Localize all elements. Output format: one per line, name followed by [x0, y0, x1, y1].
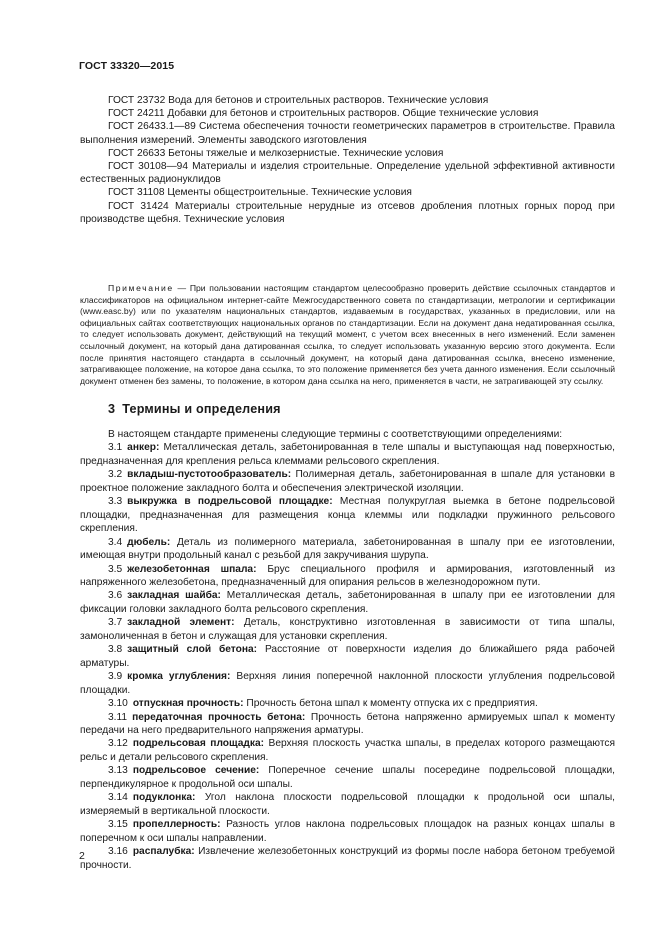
reference-title: Цементы общестроительные. Технические условия [167, 187, 412, 199]
definition-item [80, 441, 615, 468]
definition-text: Прочность бетона шпал к моменту отпуска их с предприятия. [246, 698, 538, 710]
definition-number: 3.13 [108, 765, 128, 777]
section-title: Термины и определения [122, 402, 281, 416]
definition-text: Угол наклона плоскости подрельсовой площадки к продольной оси шпалы, измеряемый в вертикальной плоскости. [80, 792, 615, 817]
definition-term: подрельсовая площадка: [132, 738, 265, 750]
definition-number: 3.4 [108, 536, 123, 548]
definition-item [80, 791, 615, 818]
reference-item [80, 147, 615, 160]
note-text: При пользовании настоящим стандартом целесообразно проверить действие ссылочных стандартов и классификаторов на официальном интернет-сайте Межгосударственного совета по стандартизации, метрологии и сертификации (www.easc.by) или по указателям национальных стандартов, издаваемым в государствах, указанных в предисловии, или на официальных сайтах соответствующих национальных органов по стандартизации. Если на документ дана недатированная ссылка, то следует использовать документ, действующий на текущий момент, с учетом всех внесенных в него изменений. Если заменен ссылочный документ, на который дана датированная ссылка, то следует использовать указанную версию этого документа. Если после принятия настоящего стандарта в ссылочный документ, на который дана датированная ссылка, внесено изменение, затрагивающее положение, на которое дана ссылка, то это положение применяется без учета данного изменения. Если ссылочный документ отменен без замены, то положение, в котором дана ссылка на него, применяется в части, не затрагивающей эту ссылку. [80, 283, 616, 386]
definition-text: Полимерная деталь, забетонированная в шпале для установки в проектное положение закладного болта и обеспечения электрической изоляции. [80, 469, 615, 494]
definition-term: кромка углубления: [127, 671, 231, 683]
reference-code: ГОСТ 26633 [108, 147, 166, 159]
definition-item [80, 697, 615, 710]
definition-item [80, 536, 615, 563]
definition-item [80, 468, 615, 495]
section-intro: В настоящем стандарте применены следующие термины с соответствующими определениями: [108, 429, 563, 440]
definition-item [80, 711, 615, 738]
definition-number: 3.10 [108, 698, 128, 710]
reference-code: ГОСТ 24211 [108, 108, 165, 120]
definition-text: Разность углов наклона подрельсовых площадок на разных концах шпалы в поперечном к оси шпалы направлении. [80, 819, 615, 844]
definition-term: вкладыш-пустотообразователь: [127, 469, 292, 481]
reference-title: Добавки для бетонов и строительных растворов. Общие технические условия [167, 108, 539, 120]
definition-text: Расстояние от поверхности изделия до ближайшего ряда рабочей арматуры. [80, 644, 615, 669]
definition-number: 3.14 [108, 792, 128, 804]
section-heading [108, 402, 281, 416]
definition-term: дюбель: [127, 536, 171, 548]
reference-item [80, 94, 615, 107]
definition-item [80, 737, 615, 764]
definition-text: Верхняя плоскость участка шпалы, в пределах которого размещаются рельс и детали рельсового скрепления. [80, 738, 615, 763]
reference-code: ГОСТ 31108 [108, 187, 165, 199]
reference-title: Вода для бетонов и строительных растворов. Технические условия [168, 95, 489, 106]
definition-term: передаточная прочность бетона: [132, 711, 306, 723]
definition-number: 3.1 [108, 442, 123, 454]
definition-item [80, 643, 615, 670]
section-number: 3 [108, 402, 116, 416]
definition-term: выкружка в подрельсовой площадке: [127, 496, 333, 508]
definition-number: 3.15 [108, 819, 128, 831]
reference-code: ГОСТ 30108—94 [108, 161, 189, 173]
definition-item [80, 495, 615, 535]
definition-text: Металлическая деталь, забетонированная в теле шпалы и выступающая над поверхностью, предназначенная для крепления рельса клеммами рельсового скрепления. [80, 442, 615, 467]
definition-number: 3.11 [108, 711, 128, 723]
reference-item [80, 200, 615, 226]
definition-text: Местная полукруглая выемка в бетоне подрельсовой площадки, предназначенная для размещения конца клеммы или подкладки пружинного рельсового скрепления. [80, 496, 615, 535]
definition-term: отпускная прочность: [132, 698, 244, 710]
definition-item [80, 589, 615, 616]
definition-text: Верхняя линия поперечной наклонной плоскости углубления подрельсовой площадки. [80, 671, 615, 696]
reference-title: Система обеспечения точности геометрических параметров в строительстве. Правила выполнения измерений. Элементы заводского изготовления [80, 121, 615, 146]
definition-item [80, 764, 615, 791]
definition-text: Прочность бетона напряженно армируемых шпал к моменту передачи на него предварительного напряжения арматуры. [80, 711, 615, 736]
definition-number: 3.12 [108, 738, 128, 750]
note-label: Примечание [108, 283, 174, 293]
note-block [80, 283, 615, 387]
reference-title: Материалы строительные нерудные из отсевов дробления плотных горных пород при производстве щебня. Технические условия [80, 200, 615, 225]
reference-item [80, 186, 615, 199]
definition-text: Брус специального профиля и армирования, изготовленный из напряженного железобетона, предназначенный для опирания рельсов в железнодорожном пути. [80, 563, 615, 588]
definition-term: пропеллерность: [132, 819, 221, 831]
definition-term: подрельсовое сечение: [132, 765, 260, 777]
definition-term: закладной элемент: [127, 617, 235, 629]
reference-title: Материалы и изделия строительные. Определение удельной эффективной активности естественных радионуклидов [80, 161, 615, 186]
definition-item [80, 616, 615, 643]
definition-number: 3.2 [108, 469, 123, 481]
normative-references-list [80, 94, 615, 226]
definition-term: подуклонка: [132, 792, 196, 804]
definition-number: 3.7 [108, 617, 123, 629]
definition-text: Деталь, конструктивно изготовленная в зависимости от типа шпалы, замоноличенная в бетон и служащая для установки скрепления. [80, 617, 615, 642]
reference-item [80, 107, 615, 120]
definition-number: 3.16 [108, 846, 128, 858]
definition-term: анкер: [127, 442, 160, 454]
definition-item [80, 563, 615, 590]
definition-item [80, 845, 615, 872]
reference-item [80, 120, 615, 146]
definition-item [80, 818, 615, 845]
definition-number: 3.9 [108, 671, 123, 683]
definition-number: 3.3 [108, 496, 123, 508]
definition-text: Поперечное сечение шпалы посередине подрельсовой площадки, перпендикулярное к продольной оси шпалы. [80, 765, 615, 790]
reference-code: ГОСТ 23732 [108, 95, 166, 106]
definition-number: 3.5 [108, 563, 123, 575]
document-header: ГОСТ 33320—2015 [79, 60, 175, 72]
reference-item [80, 160, 615, 186]
definitions-list [80, 428, 615, 872]
definition-term: железобетонная шпала: [127, 563, 257, 575]
note-paragraph [80, 283, 615, 387]
definition-item [80, 670, 615, 697]
definition-term: защитный слой бетона: [127, 644, 258, 656]
reference-code: ГОСТ 31424 [108, 200, 169, 212]
reference-code: ГОСТ 26433.1—89 [108, 121, 196, 133]
definition-number: 3.6 [108, 590, 123, 602]
definition-number: 3.8 [108, 644, 123, 656]
definition-term: закладная шайба: [127, 590, 221, 602]
reference-title: Бетоны тяжелые и мелкозернистые. Технические условия [168, 147, 444, 159]
definition-text: Извлечение железобетонных конструкций из формы после набора бетоном требуемой прочности. [80, 846, 615, 871]
definition-text: Металлическая деталь, забетонированная в шпалу при ее изготовлении для фиксации головки закладного болта рельсового скрепления. [80, 590, 615, 615]
definition-text: Деталь из полимерного материала, забетонированная в шпалу при ее изготовлении, имеющая внутри продольный канал с резьбой для закручивания шурупа. [80, 536, 615, 562]
definition-term: распалубка: [132, 846, 195, 858]
page-number: 2 [79, 850, 85, 862]
note-dash: — [177, 283, 187, 293]
